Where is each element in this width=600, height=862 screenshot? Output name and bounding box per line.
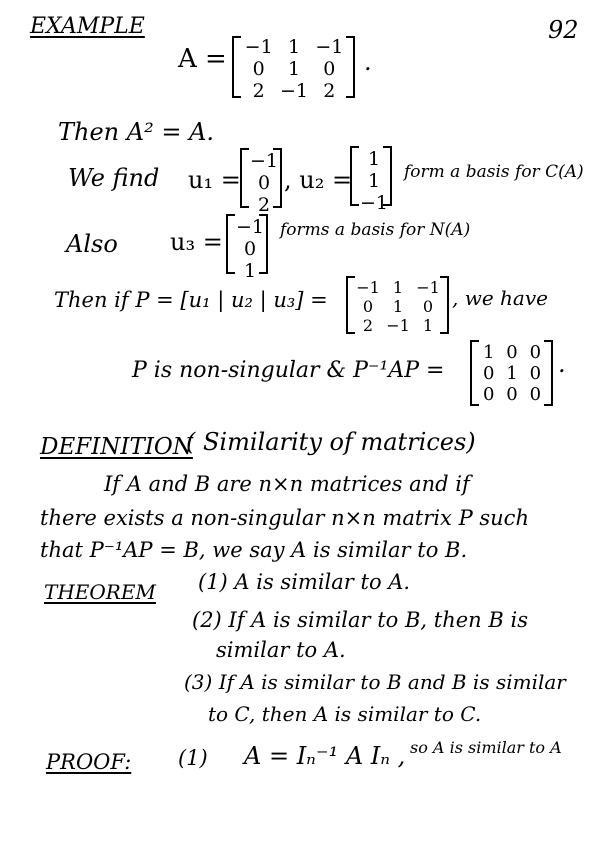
line-then-a-squared: Then A² = A. xyxy=(58,118,215,146)
u3-right-bracket xyxy=(259,214,268,274)
d-matrix-right-bracket xyxy=(544,340,553,406)
definition-line-3: that P⁻¹AP = B, we say A is similar to B. xyxy=(40,538,468,562)
matrix-a-cell: 0 xyxy=(323,58,336,80)
matrix-d-cell: 0 xyxy=(506,342,518,363)
u3-label: u₃ = xyxy=(170,228,223,256)
vector-u3-entry: −1 xyxy=(236,216,265,238)
matrix-p-cell: 1 xyxy=(422,316,434,335)
d-matrix-left-bracket xyxy=(470,340,479,406)
u1-label: u₁ = xyxy=(188,166,241,194)
u1-left-bracket xyxy=(240,148,249,208)
matrix-d-cell: 0 xyxy=(529,363,542,384)
matrix-d-cell: 0 xyxy=(482,363,495,384)
also-text: Also xyxy=(66,230,118,258)
theorem-item-2b: similar to A. xyxy=(216,638,346,662)
theorem-item-3b: to C, then A is similar to C. xyxy=(208,702,482,726)
p-matrix-left-bracket xyxy=(346,276,355,334)
proof-heading: PROOF: xyxy=(46,750,132,774)
matrix-a-cell: 2 xyxy=(252,80,265,102)
p-nonsingular-text: P is non-singular & P⁻¹AP = xyxy=(132,358,445,383)
u2-right-bracket xyxy=(383,146,392,206)
p-matrix-right-bracket xyxy=(440,276,449,334)
vector-u1-entry: −1 xyxy=(250,150,279,172)
vector-u3-entry: 1 xyxy=(243,260,257,282)
matrix-d-cell: 1 xyxy=(506,363,518,384)
matrix-d-cell: 0 xyxy=(529,384,542,405)
matrix-a-cell: −1 xyxy=(315,36,344,58)
u1-right-bracket xyxy=(273,148,282,208)
matrix-a-cell: −1 xyxy=(244,36,273,58)
matrix-d xyxy=(480,344,544,404)
matrix-d-cell: 0 xyxy=(482,384,495,405)
matrix-a-cell: 1 xyxy=(287,58,301,80)
matrix-p-cell: 1 xyxy=(392,297,404,316)
matrix-p-cell: 0 xyxy=(362,297,374,316)
vector-u2 xyxy=(360,148,389,214)
vector-u3-entry: 0 xyxy=(243,238,257,260)
matrix-a xyxy=(244,38,344,101)
matrix-p xyxy=(356,280,440,334)
proof-item-1-conclusion: so A is similar to A xyxy=(410,738,562,757)
matrix-a-cell: −1 xyxy=(279,80,308,102)
vector-u2-entry: 1 xyxy=(367,170,381,192)
matrix-p-cell: −1 xyxy=(386,316,410,335)
definition-line-2: there exists a non-singular n×n matrix P such xyxy=(40,506,529,530)
matrix-p-cell: 1 xyxy=(392,278,404,297)
form-basis-ca-text: form a basis for C(A) xyxy=(404,162,584,182)
matrix-a-period: . xyxy=(364,48,372,76)
matrix-d-cell: 1 xyxy=(482,342,495,363)
vector-u1-entry: 0 xyxy=(257,172,271,194)
example-heading: EXAMPLE xyxy=(30,14,145,39)
matrix-p-cell: −1 xyxy=(356,278,380,297)
definition-heading: DEFINITION xyxy=(40,434,193,460)
matrix-a-left-bracket xyxy=(232,36,241,98)
proof-item-1-equation: A = Iₙ⁻¹ A Iₙ , xyxy=(244,742,406,770)
then-if-p-text: Then if P = [u₁ | u₂ | u₃] = xyxy=(54,288,328,312)
vector-u2-entry: 1 xyxy=(367,148,381,170)
matrix-d-cell: 0 xyxy=(529,342,542,363)
theorem-item-3a: (3) If A is similar to B and B is similar xyxy=(184,670,566,694)
d-matrix-period: . xyxy=(558,350,566,378)
matrix-a-cell: 1 xyxy=(287,36,301,58)
u3-left-bracket xyxy=(226,214,235,274)
we-have-text: , we have xyxy=(452,286,548,310)
theorem-item-2a: (2) If A is similar to B, then B is xyxy=(192,608,528,632)
matrix-p-cell: 2 xyxy=(362,316,374,335)
page-number: 92 xyxy=(548,16,579,44)
definition-subtitle: ( Similarity of matrices) xyxy=(186,428,476,456)
theorem-item-1: (1) A is similar to A. xyxy=(198,570,411,594)
vector-u1 xyxy=(250,150,279,216)
matrix-a-cell: 2 xyxy=(323,80,336,102)
matrix-a-cell: 0 xyxy=(252,58,265,80)
definition-line-1: If A and B are n×n matrices and if xyxy=(104,472,470,496)
matrix-p-cell: 0 xyxy=(422,297,434,316)
vector-u3 xyxy=(236,216,265,282)
matrix-p-cell: −1 xyxy=(416,278,440,297)
theorem-heading: THEOREM xyxy=(44,580,156,604)
u2-left-bracket xyxy=(350,146,359,206)
forms-basis-na-text: forms a basis for N(A) xyxy=(280,220,471,240)
matrix-a-label: A = xyxy=(178,44,227,74)
matrix-a-right-bracket xyxy=(346,36,355,98)
vector-u2-entry: −1 xyxy=(360,192,389,214)
u2-label: , u₂ = xyxy=(284,166,353,194)
proof-item-1-number: (1) xyxy=(178,746,208,770)
we-find-text: We find xyxy=(68,164,160,192)
matrix-d-cell: 0 xyxy=(506,384,518,405)
vector-u1-entry: 2 xyxy=(257,194,271,216)
